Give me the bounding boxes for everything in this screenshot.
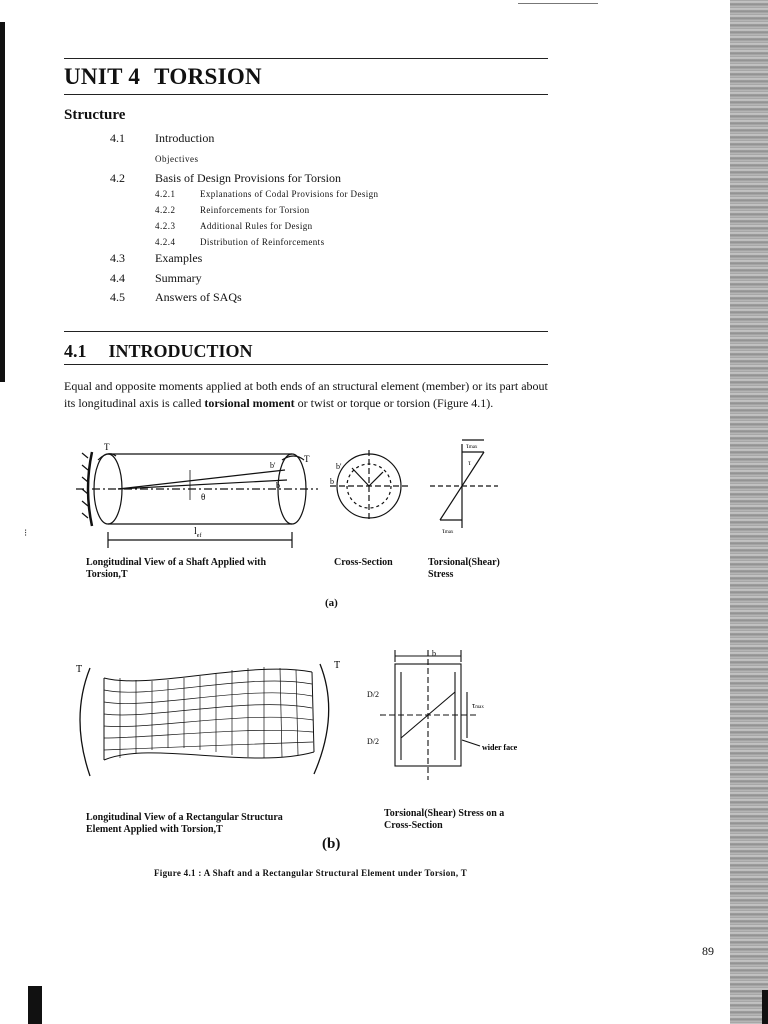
figure-label-b: (b) xyxy=(322,836,341,852)
tau-symbol: τ xyxy=(466,442,469,450)
label-t-left: T xyxy=(104,442,110,452)
tau-sub: max xyxy=(468,445,478,450)
label-t-right: T xyxy=(304,454,310,464)
toc-number: 4.1 xyxy=(110,131,125,145)
rectangular-element-view xyxy=(80,664,329,776)
figure-caption: Figure 4.1 : A Shaft and a Rectangular Structural Element under Torsion, T xyxy=(154,868,468,878)
figure-label-a: (a) xyxy=(325,597,338,609)
label-b: b xyxy=(276,481,280,490)
stress-diagram xyxy=(430,440,498,528)
rectangular-cross-section xyxy=(380,650,480,780)
caption-torsional-stress: Torsional(Shear) Stress xyxy=(428,557,500,580)
tau-sub: max xyxy=(475,705,484,710)
toc-text: Answers of SAQs xyxy=(155,290,242,304)
toc-text: Reinforcements for Torsion xyxy=(200,205,310,215)
intro-term: torsional moment xyxy=(204,396,295,410)
b-label-d2-top: D/2 xyxy=(367,690,379,699)
unit-number: UNIT 4 xyxy=(64,64,141,89)
label-l: l xyxy=(194,526,197,537)
label-b-prime: b' xyxy=(270,461,276,470)
b-label-t-left: T xyxy=(76,664,83,675)
caption-rectangular-element: Longitudinal View of a Rectangular Structura Element Applied with Torsion,T xyxy=(86,812,283,835)
intro-text: Equal and opposite moments applied at both ends of an structural element (member) or its part about its longitudinal axis is called xyxy=(64,379,548,410)
caption-shaft-view: Longitudinal View of a Shaft Applied with Torsion,T xyxy=(86,557,267,580)
b-label-t-right: T xyxy=(334,660,341,671)
toc-number: 4.5 xyxy=(110,290,125,304)
toc-text: Distribution of Reinforcements xyxy=(200,237,325,247)
b-label-d2-bottom: D/2 xyxy=(367,737,379,746)
toc-text: Explanations of Codal Provisions for Design xyxy=(200,189,379,199)
label-l-sub: ef xyxy=(196,533,202,539)
intro-text-end: or twist or torque or torsion (Figure 4.1). xyxy=(294,396,494,410)
toc-text: Summary xyxy=(155,271,202,285)
section-label-b: b xyxy=(330,477,334,486)
tau-symbol: τ xyxy=(472,701,476,710)
section-number: 4.1 xyxy=(64,341,87,361)
unit-title: TORSION xyxy=(154,64,262,89)
toc-text: Objectives xyxy=(155,154,199,164)
toc-number: 4.3 xyxy=(110,251,125,265)
b-label-wider-face: wider face xyxy=(482,743,518,752)
stress-label-tau: τ xyxy=(468,459,471,467)
toc-number: 4.2.2 xyxy=(155,205,176,215)
tau-sub: max xyxy=(444,530,454,535)
section-label-b-prime: b' xyxy=(336,462,342,471)
toc-text: Examples xyxy=(155,251,203,265)
structure-heading: Structure xyxy=(64,107,126,123)
toc-text: Additional Rules for Design xyxy=(200,221,313,231)
toc-text: Basis of Design Provisions for Torsion xyxy=(155,171,341,185)
tau-symbol: τ xyxy=(442,527,445,535)
label-length xyxy=(194,526,201,539)
b-label-b: b xyxy=(432,649,436,658)
margin-mark: ⁝ xyxy=(24,528,28,539)
stress-label-tau-max xyxy=(466,442,478,450)
b-label-tau-max xyxy=(472,701,484,710)
page-number: 89 xyxy=(702,944,714,958)
toc-number: 4.2.1 xyxy=(155,189,176,199)
toc-number: 4.4 xyxy=(110,271,125,285)
toc-number: 4.2.4 xyxy=(155,237,176,247)
toc-text: Introduction xyxy=(155,131,215,145)
label-theta: θ xyxy=(201,492,206,502)
toc-number: 4.2 xyxy=(110,171,125,185)
caption-section-stress: Torsional(Shear) Stress on a Cross-Section xyxy=(384,808,505,831)
caption-cross-section: Cross-Section xyxy=(334,557,393,568)
toc-number: 4.2.3 xyxy=(155,221,176,231)
section-title: INTRODUCTION xyxy=(108,341,253,361)
cross-section xyxy=(330,450,410,522)
stress-label-tau-max-bottom xyxy=(442,527,454,535)
